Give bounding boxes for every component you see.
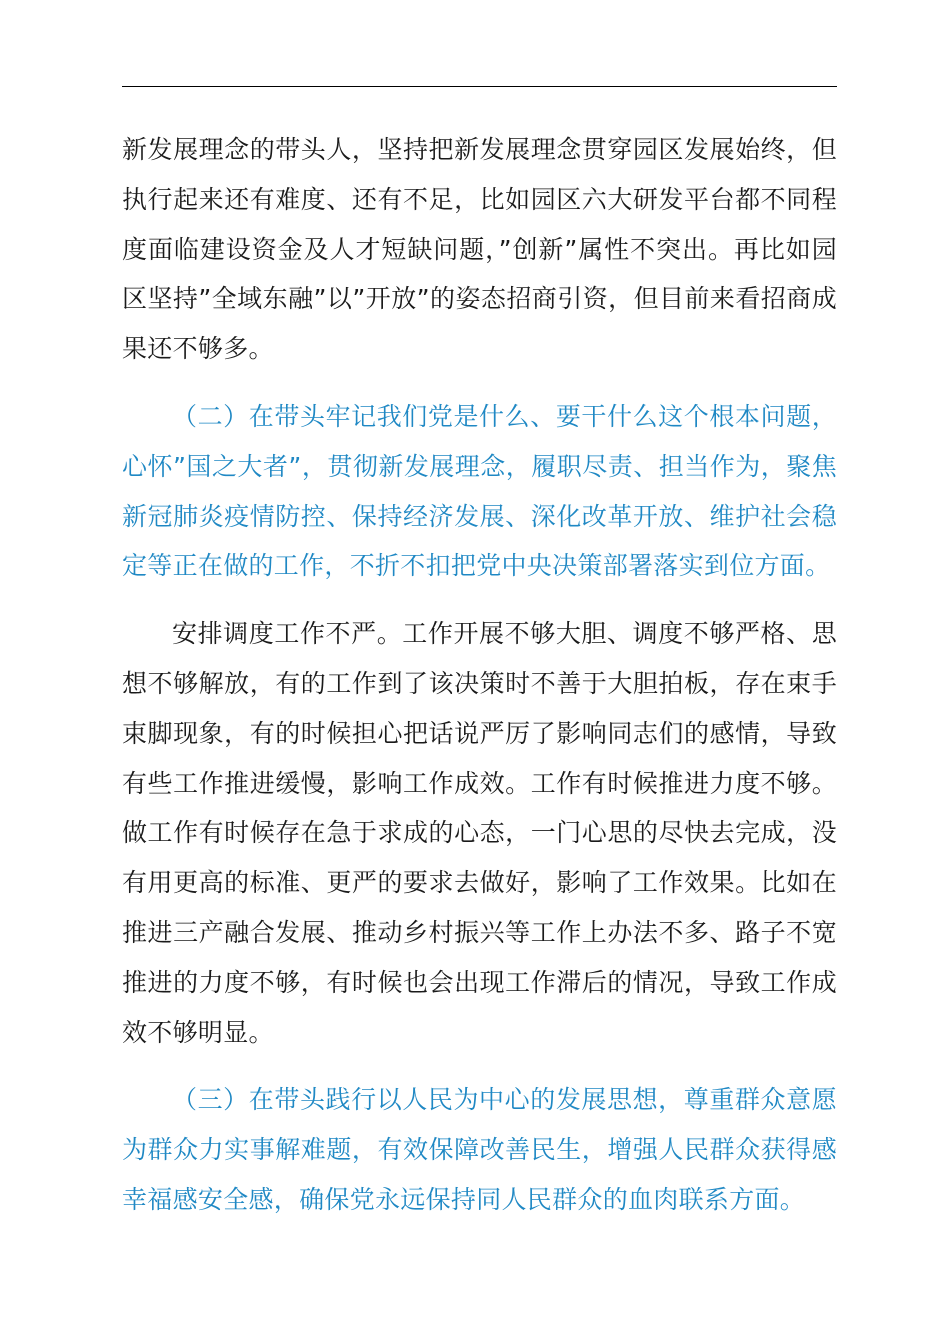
section-heading-3: （三）在带头践行以人民为中心的发展思想，尊重群众意愿为群众力实事解难题，有效保障改善民生，增强人民群众获得感幸福感安全感，确保党永远保持同人民群众的血肉联系方面。	[122, 1085, 837, 1214]
header-rule	[122, 86, 837, 87]
body-paragraph-continued: 新发展理念的带头人，坚持把新发展理念贯穿园区发展始终，但执行起来还有难度、还有不足，比如园区六大研发平台都不同程度面临建设资金及人才短缺问题，”创新”属性不突出。再比如园区坚持”全域东融”以”开放”的姿态招商引资，但目前来看招商成果还不够多。	[122, 135, 837, 364]
body-paragraph-work-scheduling: 安排调度工作不严。工作开展不够大胆、调度不够严格、思想不够解放，有的工作到了该决策时不善于大胆拍板，存在束手束脚现象，有的时候担心把话说严厉了影响同志们的感情，导致有些工作推进缓慢，影响工作成效。工作有时候推进力度不够。做工作有时候存在急于求成的心态，一门心思的尽快去完成，没有用更高的标准、更严的要求去做好，影响了工作效果。比如在推进三产融合发展、推动乡村振兴等工作上办法不多、路子不宽推进的力度不够，有时候也会出现工作滞后的情况，导致工作成效不够明显。	[122, 619, 837, 1047]
document-body	[122, 125, 837, 1225]
section-heading-2: （二）在带头牢记我们党是什么、要干什么这个根本问题，心怀”国之大者”，贯彻新发展理念，履职尽责、担当作为，聚焦新冠肺炎疫情防控、保持经济发展、深化改革开放、维护社会稳定等正在做的工作，不折不扣把党中央决策部署落实到位方面。	[122, 401, 837, 581]
